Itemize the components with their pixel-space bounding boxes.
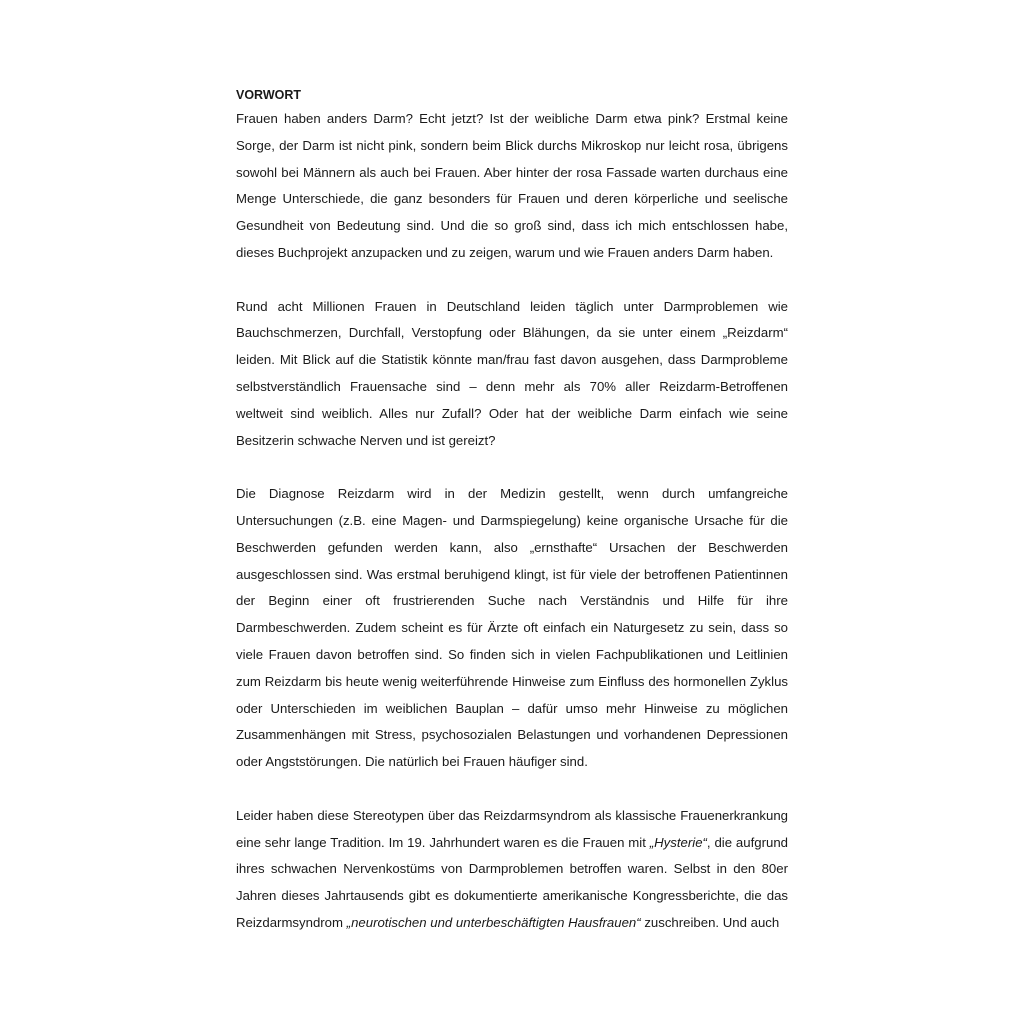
paragraph (236, 481, 788, 776)
section-heading: VORWORT (236, 88, 302, 102)
paragraph (236, 294, 788, 455)
text-segment: , die aufgrund ihres schwachen Nervenkostüms von Darmproblemen betroffen waren. Selbst in den 80er Jahren dieses Jahrtausends gibt es dokumentierte amerikanische Kongressberichte, die das Reizdarmsyndrom (236, 834, 788, 930)
text-segment: Die Diagnose Reizdarm wird in der Medizin gestellt, wenn durch umfangreiche Untersuchungen (z.B. eine Magen- und Darmspiegelung) keine organische Ursache für die Beschwerden gefunden werden kann, also „ernsthafte“ Ursachen der Beschwerden ausgeschlossen sind. Was erstmal beruhigend klingt, ist für viele der betroffenen Patientinnen der Beginn einer oft frustrierenden Suche nach Verständnis und Hilfe für ihre Darmbeschwerden. Zudem scheint es für Ärzte oft einfach ein Naturgesetz zu sein, dass so viele Frauen davon betroffen sind. So finden sich in vielen Fachpublikationen und Leitlinien zum Reizdarm bis heute wenig weiterführende Hinweise zum Einfluss des hormonellen Zyklus oder Unterschieden im weiblichen Bauplan – dafür umso mehr Hinweise zu möglichen Zusammenhängen mit Stress, psychosozialen Belastungen und vorhandenen Depressionen oder Angststörungen. Die natürlich bei Frauen häufiger sind. (236, 486, 788, 770)
text-segment: Frauen haben anders Darm? Echt jetzt? Ist der weibliche Darm etwa pink? Erstmal keine Sorge, der Darm ist nicht pink, sondern beim Blick durchs Mikroskop nur leicht rosa, übrigens sowohl bei Männern als auch bei Frauen. Aber hinter der rosa Fassade warten durchaus eine Menge Unterschiede, die ganz besonders für Frauen und deren körperliche und seelische Gesundheit von Bedeutung sind. Und die so groß sind, dass ich mich entschlossen habe, dieses Buchprojekt anzupacken und zu zeigen, warum und wie Frauen anders Darm haben. (236, 111, 788, 260)
text-segment: zuschreiben. Und auch (640, 914, 780, 930)
paragraph (236, 803, 788, 937)
paragraph-container (236, 106, 788, 937)
document-page (236, 84, 788, 937)
text-segment: Leider haben diese Stereotypen über das Reizdarmsyndrom als klassische Frauenerkrankung eine sehr lange Tradition. Im 19. Jahrhundert waren es die Frauen mit (236, 807, 788, 850)
italic-quote: „neurotischen und unterbeschäftigten Hausfrauen“ (346, 914, 641, 930)
italic-quote: „Hysterie“ (649, 834, 707, 850)
text-segment: Rund acht Millionen Frauen in Deutschland leiden täglich unter Darmproblemen wie Bauchschmerzen, Durchfall, Verstopfung oder Blähungen, da sie unter einem „Reizdarm“ leiden. Mit Blick auf die Statistik könnte man/frau fast davon ausgehen, dass Darmprobleme selbstverständlich Frauensache sind – denn mehr als 70% aller Reizdarm-Betroffenen weltweit sind weiblich. Alles nur Zufall? Oder hat der weibliche Darm einfach wie seine Besitzerin schwache Nerven und ist gereizt? (236, 298, 788, 448)
paragraph (236, 106, 788, 267)
